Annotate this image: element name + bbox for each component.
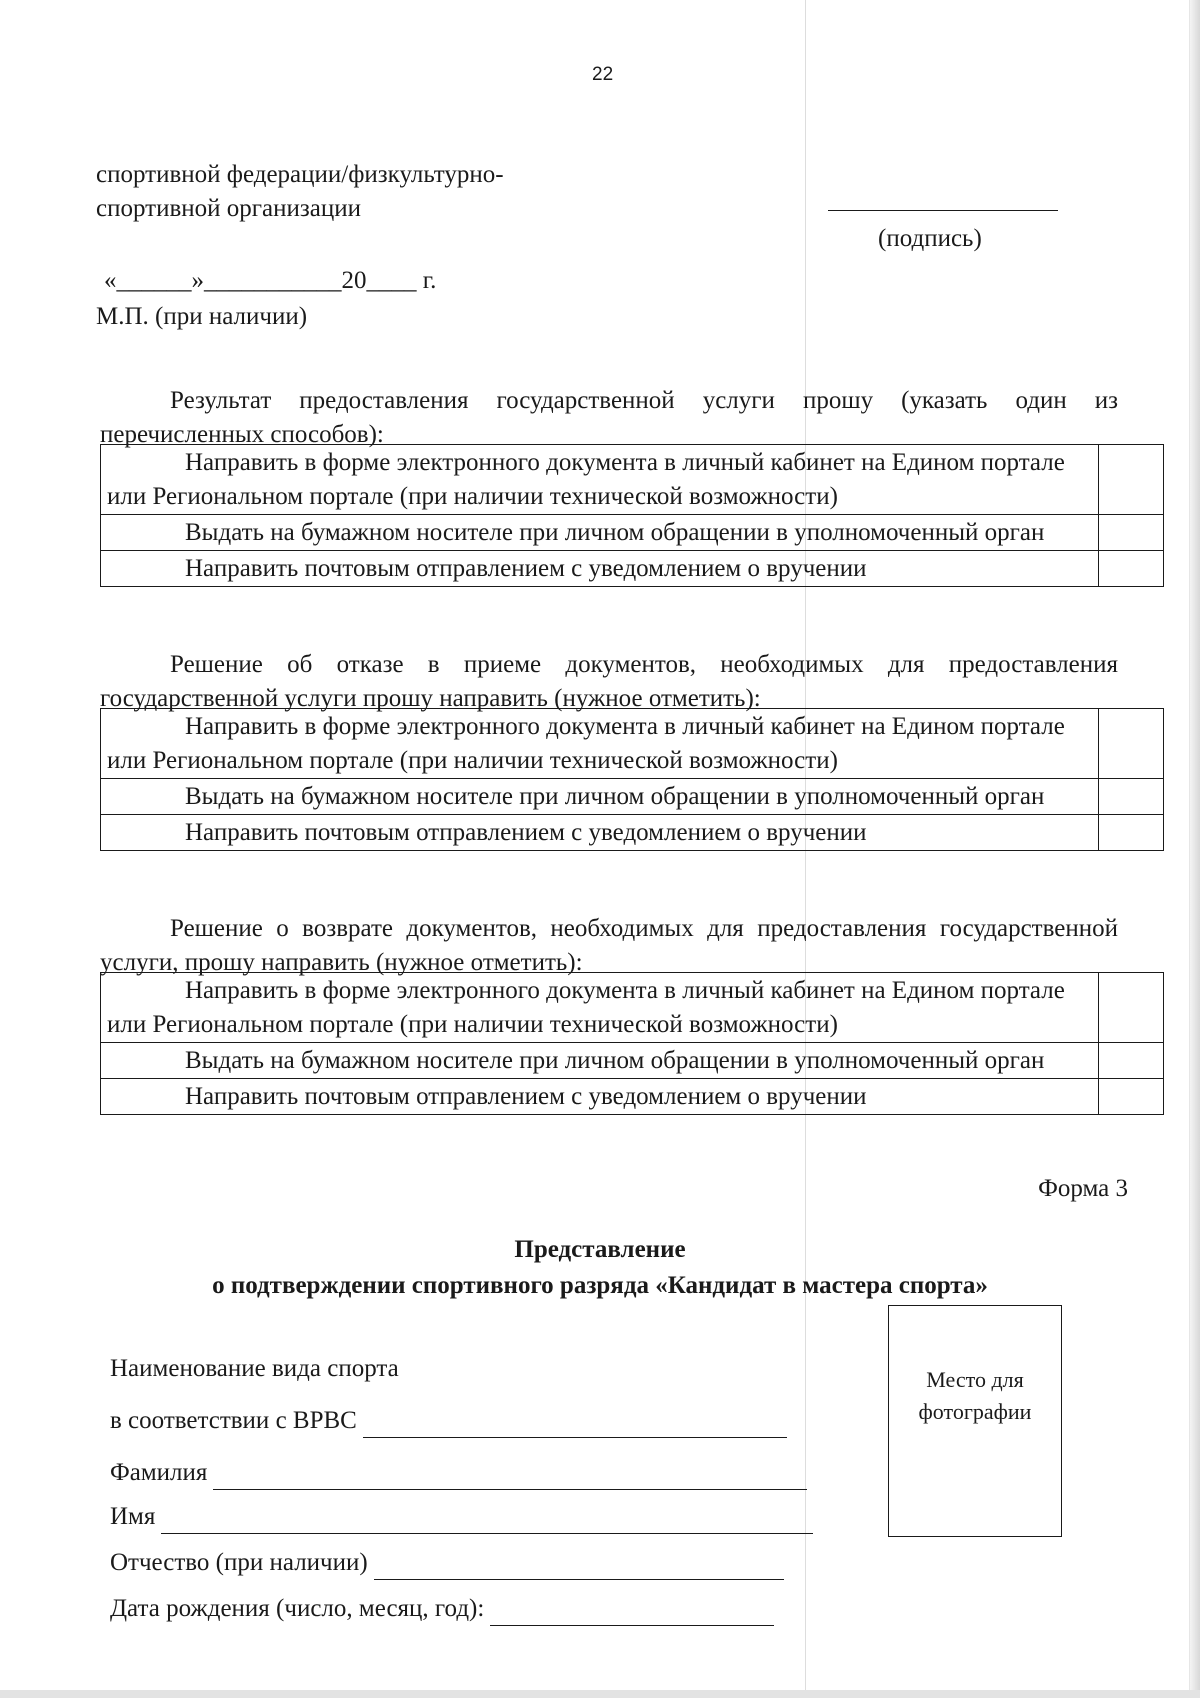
option-text: Направить почтовым отправлением с уведомлением о вручении (101, 551, 1099, 587)
option-text: Выдать на бумажном носителе при личном обращении в уполномоченный орган (101, 515, 1099, 551)
scan-edge-right (1189, 0, 1200, 1698)
stamp-note: М.П. (при наличии) (96, 303, 308, 330)
birth-date-label: Дата рождения (число, месяц, год): (110, 1595, 485, 1622)
birth-date-field (110, 1592, 774, 1626)
last-name-field (110, 1456, 807, 1490)
section-3-title (100, 912, 1118, 980)
table-row (101, 709, 1164, 779)
section-1-options-table (100, 444, 1164, 587)
table-row (101, 1043, 1164, 1079)
form3-title-line-1: Представление (514, 1236, 686, 1263)
section-3-options-table (100, 972, 1164, 1115)
date-template: «______»___________20____ г. (104, 267, 437, 294)
option-checkbox[interactable] (1099, 973, 1164, 1043)
last-name-input-line[interactable] (213, 1463, 807, 1490)
section-1-title-text: Результат предоставления государственной услуги прошу (указать один из перечисленных способов): (100, 387, 1118, 448)
sport-vrvs-input-line[interactable] (363, 1411, 787, 1438)
section-2-title-text: Решение об отказе в приеме документов, необходимых для предоставления государственной услуги прошу направить (нужное отметить): (100, 651, 1118, 712)
patronymic-field (110, 1546, 784, 1580)
option-checkbox[interactable] (1099, 779, 1164, 815)
option-checkbox[interactable] (1099, 445, 1164, 515)
sport-name-field (110, 1352, 399, 1386)
table-row (101, 551, 1164, 587)
section-2-options-table (100, 708, 1164, 851)
option-text: Выдать на бумажном носителе при личном обращении в уполномоченный орган (101, 779, 1099, 815)
option-checkbox[interactable] (1099, 815, 1164, 851)
option-checkbox[interactable] (1099, 551, 1164, 587)
patronymic-label: Отчество (при наличии) (110, 1549, 368, 1576)
form3-title (0, 1232, 1200, 1304)
section-2-title (100, 648, 1118, 716)
option-text: Направить почтовым отправлением с уведомлением о вручении (101, 815, 1099, 851)
form3-title-line-2: о подтверждении спортивного разряда «Кандидат в мастера спорта» (212, 1272, 988, 1299)
sport-name-label: Наименование вида спорта (110, 1355, 399, 1382)
photo-placeholder-label: Место для фотографии (918, 1367, 1032, 1424)
option-checkbox[interactable] (1099, 515, 1164, 551)
table-row (101, 815, 1164, 851)
option-text: Выдать на бумажном носителе при личном обращении в уполномоченный орган (101, 1043, 1099, 1079)
page-number: 22 (592, 64, 614, 85)
option-text: Направить в форме электронного документа в личный кабинет на Едином портале или Региональном портале (при наличии технической возможности) (101, 709, 1099, 779)
first-name-input-line[interactable] (161, 1507, 813, 1534)
table-row (101, 973, 1164, 1043)
section-1-title (100, 384, 1118, 452)
first-name-field (110, 1500, 813, 1534)
table-row (101, 445, 1164, 515)
signature-line (828, 210, 1058, 211)
signature-caption: (подпись) (878, 225, 982, 252)
last-name-label: Фамилия (110, 1459, 208, 1486)
option-text: Направить в форме электронного документа в личный кабинет на Едином портале или Региональном портале (при наличии технической возможности) (101, 973, 1099, 1043)
birth-date-input-line[interactable] (490, 1599, 774, 1626)
table-row (101, 515, 1164, 551)
org-line-2: спортивной организации (96, 195, 361, 222)
section-3-title-text: Решение о возврате документов, необходимых для предоставления государственной услуги, прошу направить (нужное отметить): (100, 915, 1118, 976)
form-number: Форма 3 (1038, 1175, 1128, 1202)
scan-edge-bottom (0, 1690, 1200, 1698)
org-line-1: спортивной федерации/физкультурно- (96, 161, 504, 188)
photo-placeholder (888, 1305, 1062, 1537)
first-name-label: Имя (110, 1503, 156, 1530)
table-row (101, 1079, 1164, 1115)
sport-vrvs-field (110, 1404, 787, 1438)
table-row (101, 779, 1164, 815)
option-checkbox[interactable] (1099, 709, 1164, 779)
patronymic-input-line[interactable] (374, 1553, 784, 1580)
option-text: Направить в форме электронного документа в личный кабинет на Едином портале или Региональном портале (при наличии технической возможности) (101, 445, 1099, 515)
option-text: Направить почтовым отправлением с уведомлением о вручении (101, 1079, 1099, 1115)
organization-block (96, 158, 504, 226)
sport-vrvs-label: в соответствии с ВРВС (110, 1407, 357, 1434)
option-checkbox[interactable] (1099, 1079, 1164, 1115)
option-checkbox[interactable] (1099, 1043, 1164, 1079)
